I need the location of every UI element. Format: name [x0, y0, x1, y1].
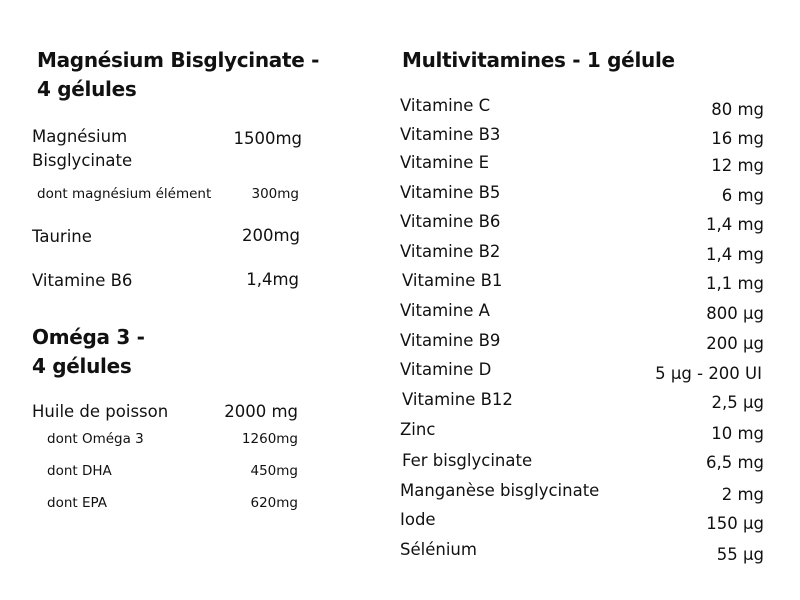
vitamine-b6-value: 1,4mg: [246, 270, 299, 289]
magnesium-title: Magnésium Bisglycinate - 4 gélules: [37, 48, 320, 101]
multivitamines-title: Multivitamines - 1 gélule: [402, 48, 675, 72]
multivitamin-label: Sélénium: [400, 540, 477, 559]
multivitamin-label: Vitamine E: [400, 153, 490, 172]
omega-title-line1: Oméga 3 -: [32, 325, 145, 349]
magnesium-row-label: Magnésium Bisglycinate: [32, 127, 133, 170]
multivitamin-value: 2 mg: [721, 485, 764, 504]
multivitamin-label: Vitamine C: [400, 96, 491, 115]
dha-label: dont DHA: [47, 463, 112, 479]
multivitamin-value: 1,1 mg: [705, 274, 764, 293]
multivitamin-label: Vitamine B12: [402, 390, 513, 409]
multivitamin-value: 6,5 mg: [705, 453, 764, 472]
multivitamin-value: 150 µg: [706, 514, 764, 533]
multivitamin-value: 5 µg - 200 UI: [655, 364, 762, 383]
multivitamin-label: Vitamine B6: [400, 212, 501, 231]
multivitamin-value: 200 µg: [706, 334, 764, 353]
multivitamin-value: 1,4 mg: [705, 215, 764, 234]
multivitamin-label: Vitamine B3: [400, 125, 501, 144]
multivitamin-value: 1,4 mg: [705, 245, 764, 264]
dha-value: 450mg: [250, 463, 298, 479]
multivitamin-value: 55 µg: [716, 545, 764, 564]
multivitamin-label: Vitamine A: [400, 301, 490, 320]
multivitamin-label: Vitamine B2: [400, 242, 501, 261]
huile-poisson-label: Huile de poisson: [32, 402, 169, 421]
multivitamin-label: Manganèse bisglycinate: [400, 481, 600, 500]
epa-label: dont EPA: [47, 495, 108, 511]
multivitamin-label: Vitamine B9: [400, 331, 501, 350]
multivitamin-label: Iode: [400, 510, 436, 529]
multivitamin-value: 16 mg: [711, 129, 764, 148]
multivitamin-label: Vitamine D: [400, 360, 492, 379]
omega3-label: dont Oméga 3: [47, 431, 144, 447]
huile-poisson-value: 2000 mg: [224, 402, 298, 421]
magnesium-subrow-label: dont magnésium élément: [37, 186, 212, 202]
multivitamin-label: Vitamine B1: [402, 271, 503, 290]
taurine-value: 200mg: [241, 226, 300, 245]
multivitamin-value: 12 mg: [711, 156, 764, 175]
magnesium-subrow-value: 300mg: [251, 186, 299, 202]
multivitamin-value: 80 mg: [711, 100, 764, 119]
multivitamin-value: 6 mg: [721, 186, 764, 205]
epa-value: 620mg: [250, 495, 298, 511]
vitamine-b6-label: Vitamine B6: [32, 271, 133, 290]
multivitamin-label: Fer bisglycinate: [402, 451, 533, 470]
multivitamin-label: Vitamine B5: [400, 183, 501, 202]
multivitamin-value: 10 mg: [711, 424, 764, 443]
magnesium-row-value: 1500mg: [233, 129, 302, 148]
omega-title-line2: 4 gélules: [32, 354, 132, 378]
taurine-label: Taurine: [32, 227, 92, 246]
multivitamin-value: 800 µg: [706, 304, 764, 323]
omega3-value: 1260mg: [241, 431, 298, 447]
multivitamin-value: 2,5 µg: [711, 393, 764, 412]
multivitamin-label: Zinc: [400, 420, 436, 439]
